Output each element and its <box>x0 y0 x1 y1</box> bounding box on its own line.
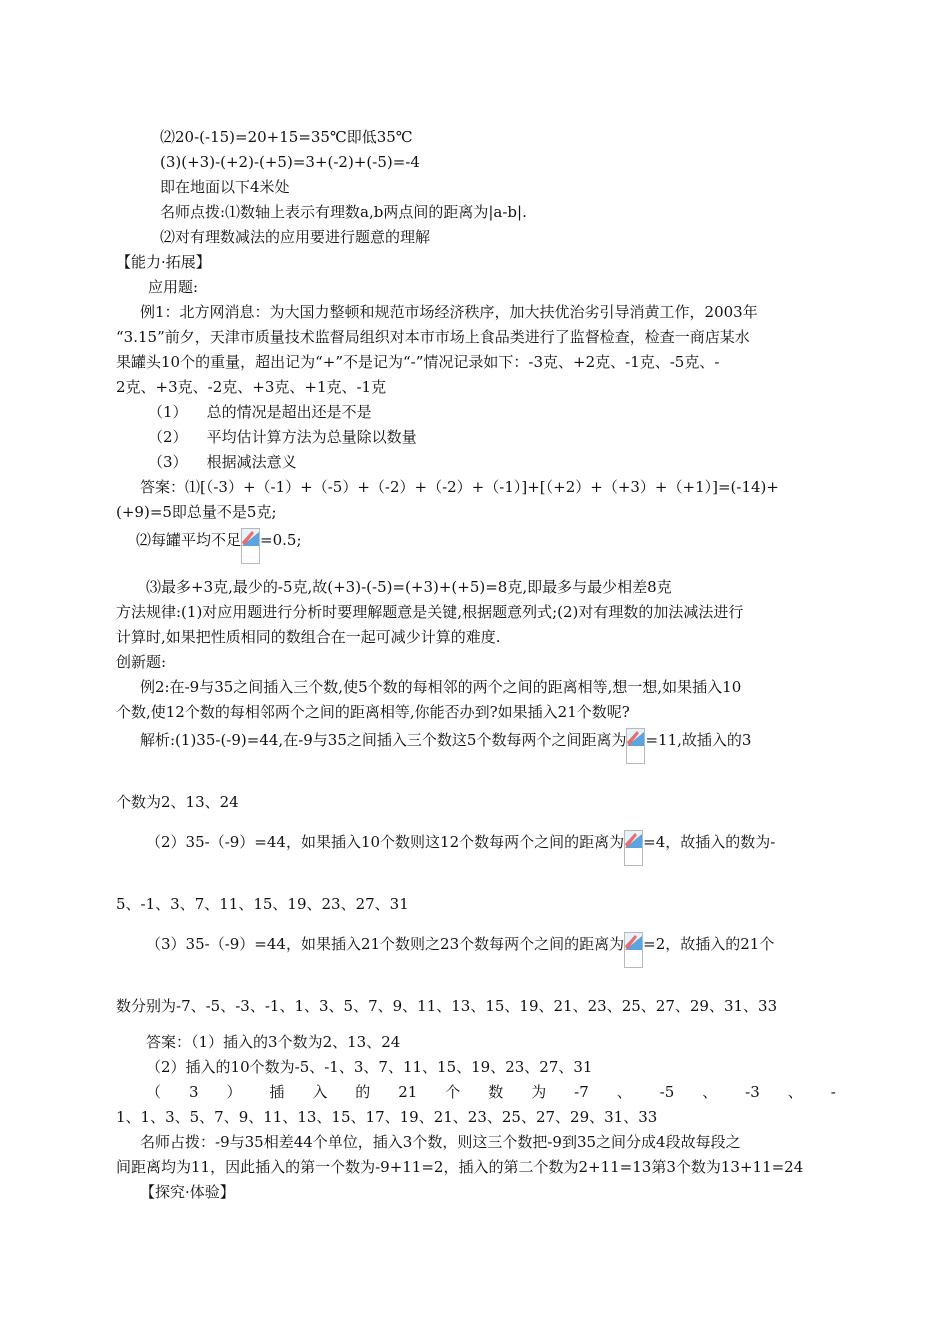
fraction-image-icon <box>624 932 643 968</box>
answer-token: 入 <box>312 1083 328 1101</box>
answer-line: 答案：⑴[（-3）+（-1）+（-5）+（-2）+（-2）+（-1）]+[（+2）+（+3）+（+1）]=(-14)+ <box>140 478 779 496</box>
answer-line: 答案：（1）插入的3个数为2、13、24 <box>146 1033 401 1051</box>
fraction-image-icon <box>241 528 260 564</box>
answer-token: 插 <box>269 1083 285 1101</box>
answer-token: -3 <box>745 1083 760 1101</box>
answer-token: 数 <box>488 1083 504 1101</box>
answer-token: 为 <box>531 1083 547 1101</box>
answer-line: (+9)=5即总量不是5克; <box>116 503 277 521</box>
section-heading: 【探究·体验】 <box>140 1183 235 1201</box>
solution-line <box>140 730 751 764</box>
note-line: 名师占拨：-9与35相差44个单位，插入3个数，则这三个数把-9到35之间分成4段故每段之 <box>140 1133 741 1151</box>
fraction-image-icon <box>626 728 645 764</box>
paragraph-line: 个数,使12个数的每相邻两个之间的距离相等,你能否办到?如果插入21个数呢? <box>116 703 630 721</box>
answer-token: 、 <box>616 1083 632 1101</box>
section-heading: 【能力·拓展】 <box>116 253 211 271</box>
solution-text: （2）35-（-9）=44，如果插入10个数则这12个数每两个之间的距离为 <box>146 833 625 851</box>
text-line: (3)(+3)-(+2)-(+5)=3+(-2)+(-5)=-4 <box>160 153 420 171</box>
paragraph-line: 例1：北方网消息：为大国力整顿和规范市场经济秩序，加大扶优治劣引导消黄工作，2003年 <box>140 303 758 321</box>
solution-text: =2，故插入的21个 <box>643 935 775 953</box>
solution-text: 解析:(1)35-(-9)=44,在-9与35之间插入三个数这5个数每两个之间距离为 <box>140 731 627 749</box>
solution-line: 个数为2、13、24 <box>116 793 239 811</box>
paragraph-line: 2克、+3克、-2克、+3克、+1克、-1克 <box>116 378 387 396</box>
solution-line <box>146 934 774 968</box>
answer-token: （ <box>146 1083 162 1101</box>
answer-token: -5 <box>659 1083 675 1101</box>
answer-token: 的 <box>355 1083 371 1101</box>
question-line: （3） 根据减法意义 <box>148 453 297 471</box>
method-line: 计算时,如果把性质相同的数组合在一起可减少计算的难度. <box>116 628 501 646</box>
paragraph-line: 果罐头10个的重量，超出记为“+”不是记为“-”情况记录如下：-3克、+2克、-1克、-5克、- <box>116 353 720 371</box>
solution-line <box>146 832 775 866</box>
answer-token: ） <box>226 1083 242 1101</box>
answer-token: 个 <box>445 1083 461 1101</box>
answer-line: ⑶最多+3克,最少的-5克,故(+3)-(-5)=(+3)+(+5)=8克,即最多与最少相差8克 <box>146 578 672 596</box>
paragraph-line: 例2:在-9与35之间插入三个数,使5个数的每相邻的两个之间的距离相等,想一想,如果插入10 <box>140 678 742 696</box>
solution-line: 5、-1、3、7、11、15、19、23、27、31 <box>116 895 409 913</box>
answer-line: 1、1、3、5、7、9、11、13、15、17、19、21、23、25、27、29、31、33 <box>116 1108 658 1126</box>
answer-text: ⑵每罐平均不足 <box>136 531 242 549</box>
answer-line <box>136 530 302 564</box>
paragraph-line: “3.15”前夕，天津市质量技术监督局组织对本市市场上食品类进行了监督检查，检查一商店某水 <box>116 328 750 346</box>
fraction-image-icon <box>624 830 643 866</box>
text-line: ⑵20-(-15)=20+15=35℃即低35℃ <box>160 128 413 146</box>
answer-line: （2）插入的10个数为-5、-1、3、7、11、15、19、23、27、31 <box>146 1058 593 1076</box>
text-line: ⑵对有理数减法的应用要进行题意的理解 <box>160 228 431 246</box>
answer-line-justified <box>146 1082 836 1102</box>
answer-token: 21 <box>398 1083 418 1101</box>
solution-text: =11,故插入的3 <box>645 731 752 749</box>
answer-token: 3 <box>188 1083 199 1101</box>
method-line: 方法规律:(1)对应用题进行分析时要理解题意是关键,根据题意列式;(2)对有理数的加法减法进行 <box>116 603 744 621</box>
answer-token: - <box>830 1083 836 1101</box>
solution-line: 数分别为-7、-5、-3、-1、1、3、5、7、9、11、13、15、19、21、23、25、27、29、31、33 <box>116 997 778 1015</box>
solution-text: =4，故插入的数为- <box>643 833 776 851</box>
answer-text: =0.5; <box>260 531 302 549</box>
solution-text: （3）35-（-9）=44，如果插入21个数则之23个数每两个之间的距离为 <box>146 935 625 953</box>
subheading: 应用题: <box>148 278 199 296</box>
note-line: 间距离均为11，因此插入的第一个数为-9+11=2，插入的第二个数为2+11=13第3个数为13+11=24 <box>116 1158 804 1176</box>
question-line: （1） 总的情况是超出还是不是 <box>148 403 372 421</box>
question-line: （2） 平均估计算方法为总量除以数量 <box>148 428 417 446</box>
answer-token: -7 <box>574 1083 589 1101</box>
section-heading: 创新题: <box>116 653 167 671</box>
text-line: 即在地面以下4米处 <box>160 178 290 196</box>
text-line: 名师点拨:⑴数轴上表示有理数a,b两点间的距离为|a-b|. <box>160 203 527 221</box>
answer-token: 、 <box>702 1083 718 1101</box>
answer-token: 、 <box>787 1083 803 1101</box>
